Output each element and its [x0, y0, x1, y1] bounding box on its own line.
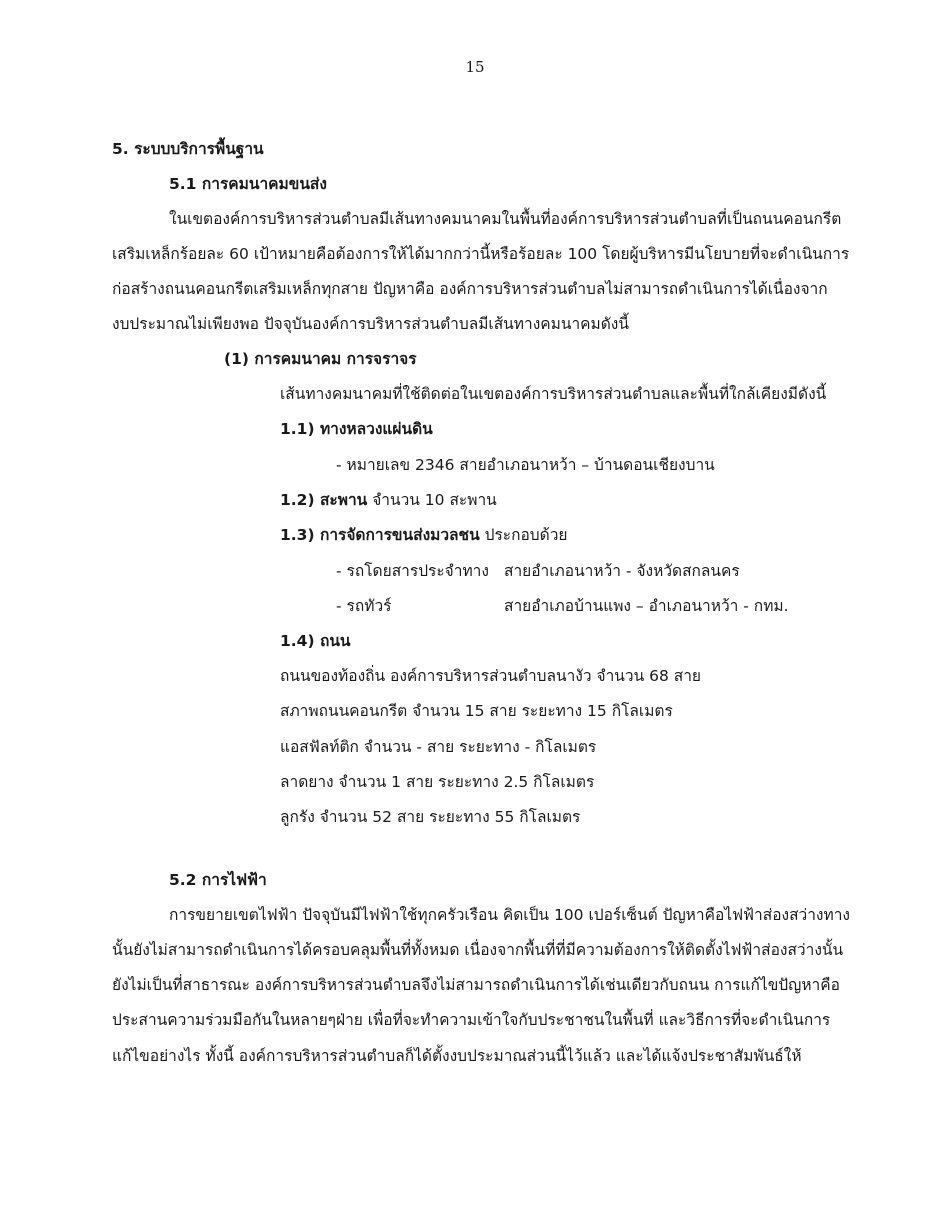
paragraph-line: แก้ไขอย่างไร ทั้งนี้ องค์การบริหารส่วนตำบลก็ได้ตั้งงบประมาณส่วนนี้ไว้แล้ว และได้แจ้งประชาสัมพันธ์ให้: [112, 1047, 802, 1065]
transport-type: - รถทัวร์: [336, 597, 392, 615]
item-heading-1-2: 1.2) สะพาน: [280, 491, 368, 509]
highway-detail: - หมายเลข 2346 สายอำเภอนาหว้า – บ้านดอนเชียงบาน: [336, 456, 715, 474]
item-heading-1-4: 1.4) ถนน: [280, 632, 351, 650]
item-heading-1-1: 1.1) ทางหลวงแผ่นดิน: [280, 420, 433, 438]
subsection-heading-5-2: 5.2 การไฟฟ้า: [169, 871, 267, 889]
section-heading: 5. ระบบบริการพื้นฐาน: [112, 140, 264, 158]
road-line: แอสฟัลท์ติก จำนวน - สาย ระยะทาง - กิโลเมตร: [280, 738, 597, 756]
item-heading-1: (1) การคมนาคม การจราจร: [224, 350, 417, 368]
road-line: สภาพถนนคอนกรีต จำนวน 15 สาย ระยะทาง 15 กิโลเมตร: [280, 702, 673, 720]
transport-type: - รถโดยสารประจำทาง: [336, 562, 489, 580]
paragraph-line: เสริมเหล็กร้อยละ 60 เป้าหมายคือต้องการให้ได้มากกว่านี้หรือร้อยละ 100 โดยผู้บริหารมีนโยบายที่จะดำเนินการ: [112, 245, 850, 263]
transport-route: สายอำเภอนาหว้า - จังหวัดสกลนคร: [504, 562, 740, 580]
mass-transit-detail: ประกอบด้วย: [484, 526, 568, 544]
mass-transit-line: [280, 524, 567, 546]
road-line: ลาดยาง จำนวน 1 สาย ระยะทาง 2.5 กิโลเมตร: [280, 773, 595, 791]
paragraph-line: นั้นยังไม่สามารถดำเนินการได้ครอบคลุมพื้นที่ทั้งหมด เนื่องจากพื้นที่ที่มีความต้องการให้ติดตั้งไฟฟ้าส่องสว่างนั้น: [112, 941, 844, 959]
paragraph-line: งบประมาณไม่เพียงพอ ปัจจุบันองค์การบริหารส่วนตำบลมีเส้นทางคมนาคมดังนี้: [112, 315, 629, 333]
road-line: ถนนของท้องถิ่น องค์การบริหารส่วนตำบลนางัว จำนวน 68 สาย: [280, 667, 701, 685]
paragraph-line: ในเขตองค์การบริหารส่วนตำบลมีเส้นทางคมนาคมในพื้นที่องค์การบริหารส่วนตำบลที่เป็นถนนคอนกรีต: [169, 210, 842, 228]
paragraph-line: ยังไม่เป็นที่สาธารณะ องค์การบริหารส่วนตำบลจึงไม่สามารถดำเนินการได้เช่นเดียวกับถนน การแก้ไขปัญหาคือ: [112, 976, 840, 994]
subsection-heading-5-1: 5.1 การคมนาคมขนส่ง: [169, 175, 327, 193]
paragraph-line: ประสานความร่วมมือกันในหลายๆฝ่าย เพื่อที่จะทำความเข้าใจกับประชาชนในพื้นที่ และวิธีการที่จะดำเนินการ: [112, 1011, 831, 1029]
paragraph-line: การขยายเขตไฟฟ้า ปัจจุบันมีไฟฟ้าใช้ทุกครัวเรือน คิดเป็น 100 เปอร์เซ็นต์ ปัญหาคือไฟฟ้าส่องสว่างทาง: [169, 906, 850, 924]
item-heading-1-3: 1.3) การจัดการขนส่งมวลชน: [280, 526, 480, 544]
bridge-line: [280, 489, 497, 511]
page-number: 15: [465, 58, 485, 76]
transport-row: [336, 560, 740, 582]
transport-row: [336, 595, 789, 617]
paragraph-line: ก่อสร้างถนนคอนกรีตเสริมเหล็กทุกสาย ปัญหาคือ องค์การบริหารส่วนตำบลไม่สามารถดำเนินการได้เนื่องจาก: [112, 280, 828, 298]
transport-route: สายอำเภอบ้านแพง – อำเภอนาหว้า - กทม.: [504, 597, 789, 615]
bridge-count: จำนวน 10 สะพาน: [372, 491, 497, 509]
road-line: ลูกรัง จำนวน 52 สาย ระยะทาง 55 กิโลเมตร: [280, 808, 581, 826]
item-intro: เส้นทางคมนาคมที่ใช้ติดต่อในเขตองค์การบริหารส่วนตำบลและพื้นที่ใกล้เคียงมีดังนี้: [280, 385, 827, 403]
